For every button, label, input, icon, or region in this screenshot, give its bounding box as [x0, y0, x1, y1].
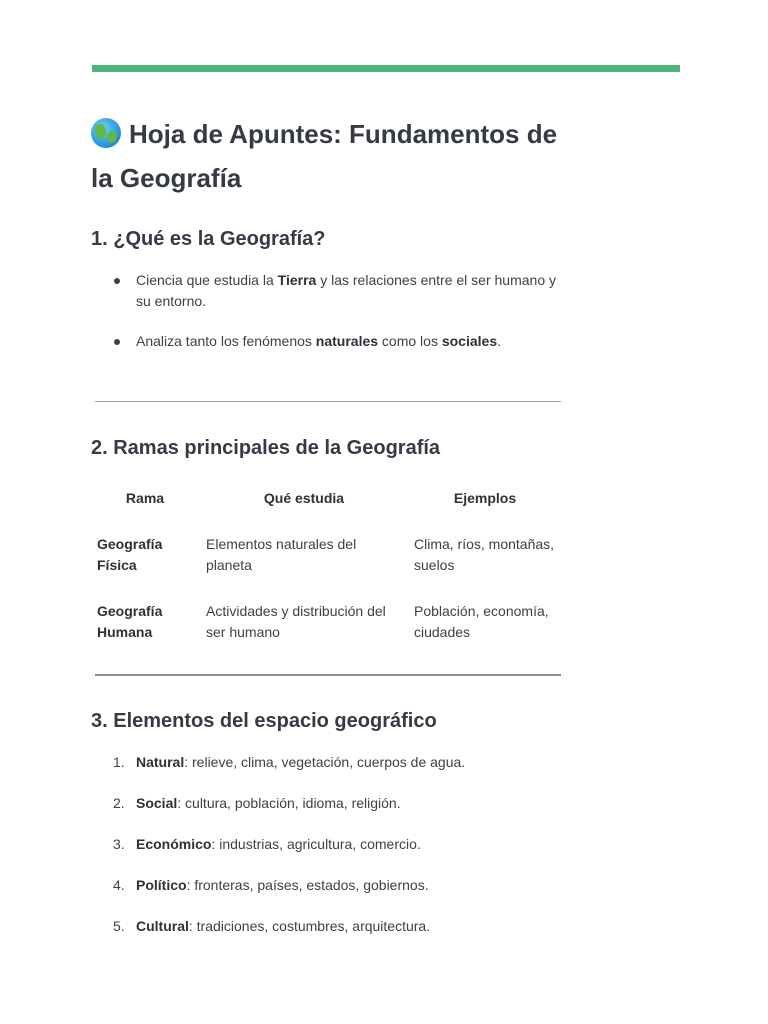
list-item: 4. Político: fronteras, países, estados, gobiernos.	[113, 877, 429, 893]
page-title	[91, 112, 571, 200]
divider	[95, 401, 561, 402]
table-cell: Actividades y distribución del ser humano	[206, 603, 386, 640]
section-2-heading: 2. Ramas principales de la Geografía	[91, 437, 441, 459]
table-cell: Elementos naturales del planeta	[206, 536, 357, 573]
section-3-heading: 3. Elementos del espacio geográfico	[91, 710, 437, 732]
list-item: 3. Económico: industrias, agricultura, comercio.	[113, 836, 421, 852]
table-cell: Clima, ríos, montañas, suelos	[414, 536, 555, 573]
divider	[95, 674, 561, 676]
bullet-icon	[114, 278, 120, 284]
table-header-cell: Rama	[125, 490, 165, 506]
list-item: Ciencia que estudia la Tierra y las relaciones entre el ser humano y su entorno.	[91, 270, 566, 312]
accent-bar	[92, 65, 680, 72]
section-3-list	[91, 752, 566, 957]
table-header-cell: Ejemplos	[453, 490, 517, 506]
table-cell: Geografía Física	[97, 536, 163, 573]
list-item: Analiza tanto los fenómenos naturales como los sociales.	[91, 331, 566, 352]
list-item: 2. Social: cultura, población, idioma, religión.	[113, 795, 401, 811]
page-title-text: Hoja de Apuntes: Fundamentos de la Geografía	[91, 119, 558, 193]
list-item: 1. Natural: relieve, clima, vegetación, cuerpos de agua.	[113, 754, 466, 770]
table-header-cell: Qué estudia	[263, 490, 345, 506]
table-cell: Geografía Humana	[97, 603, 163, 640]
table-cell: Población, economía, ciudades	[414, 603, 549, 640]
list-item: 5. Cultural: tradiciones, costumbres, arquitectura.	[113, 918, 431, 934]
section-1-list	[91, 270, 566, 371]
globe-icon	[91, 118, 121, 148]
bullet-icon	[114, 339, 120, 345]
section-1-heading: 1. ¿Qué es la Geografía?	[91, 228, 326, 250]
